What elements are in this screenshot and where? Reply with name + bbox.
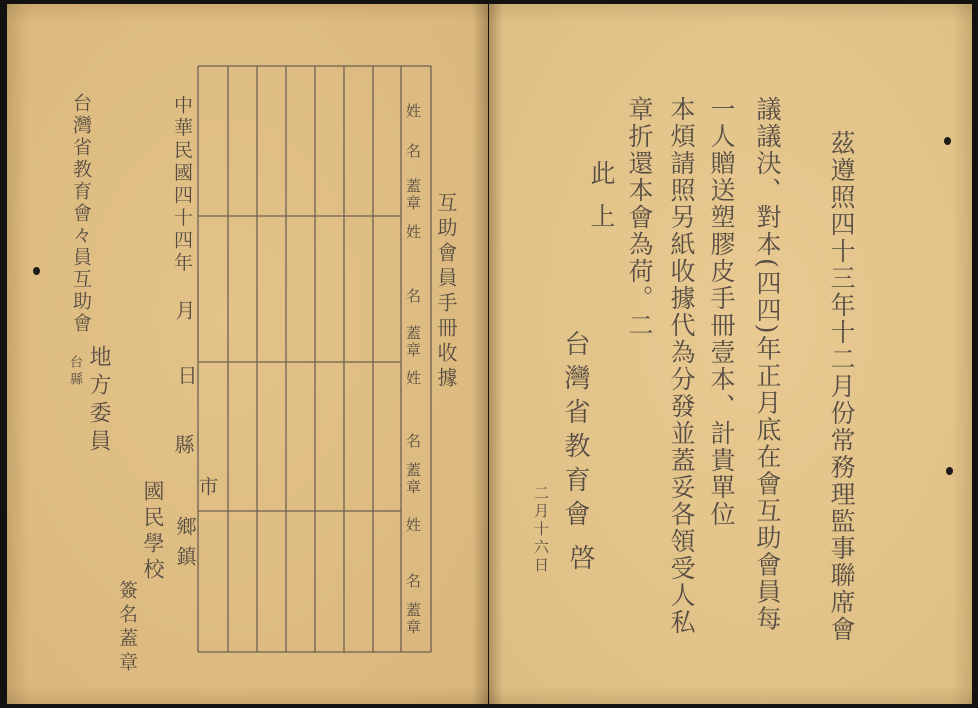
letter-date: 二月十六日 [532, 485, 550, 575]
address-township: 鄉鎮 [173, 516, 197, 576]
table-label-surname: 姓 [404, 103, 422, 120]
letter-line-1: 茲遵照四十三年十二月份常務理監事聯席會 [827, 130, 856, 643]
letter-closing: 啓 [565, 544, 595, 570]
letter-line-5: 章折還本會為荷。二 [625, 96, 654, 339]
receipt-title: 互助會員手冊收據 [434, 192, 458, 392]
table-label-given-name: 名 [404, 288, 422, 305]
date-month: 月 [172, 300, 196, 320]
letter-line-3: 一人贈送塑膠皮手冊壹本、計貴單位 [707, 96, 736, 528]
table-label-seal: 蓋章 [404, 462, 422, 496]
table-label-surname: 姓 [404, 224, 422, 241]
signature-label: 簽名蓋章 [116, 580, 138, 676]
date-day: 日 [174, 365, 198, 385]
letter-line-4: 本煩請照另紙收據代為分發並蓋妥各領受人私 [667, 96, 696, 636]
punch-hole [944, 137, 951, 145]
letter-salutation: 此上 [587, 160, 616, 246]
table-label-given-name: 名 [404, 433, 422, 450]
date-year: 中華民國四十四年 [171, 95, 193, 275]
sender-county-note: 台縣 [67, 355, 82, 389]
right-page [489, 4, 972, 704]
table-label-surname: 姓 [404, 517, 422, 534]
table-label-given-name: 名 [404, 143, 422, 160]
letter-line-2: 議議決、對本(四四)年正月底在會互助會員每 [753, 96, 782, 633]
sender-role: 地方委員 [86, 345, 111, 457]
table-label-seal: 蓋章 [404, 325, 422, 359]
receipt-table-grid [196, 64, 436, 656]
left-page [7, 4, 488, 704]
table-label-seal: 蓋章 [404, 602, 422, 636]
letter-sender: 台灣省教育會 [560, 330, 590, 534]
table-label-surname: 姓 [404, 370, 422, 387]
sender-organization: 台灣省教育會々員互助會 [70, 93, 92, 335]
table-label-given-name: 名 [404, 573, 422, 590]
table-label-seal: 蓋章 [404, 178, 422, 212]
school-label: 國民學校 [141, 480, 165, 584]
address-county: 縣 [171, 434, 195, 454]
punch-hole [33, 267, 40, 275]
address-city: 市 [195, 476, 219, 496]
punch-hole [946, 467, 953, 475]
